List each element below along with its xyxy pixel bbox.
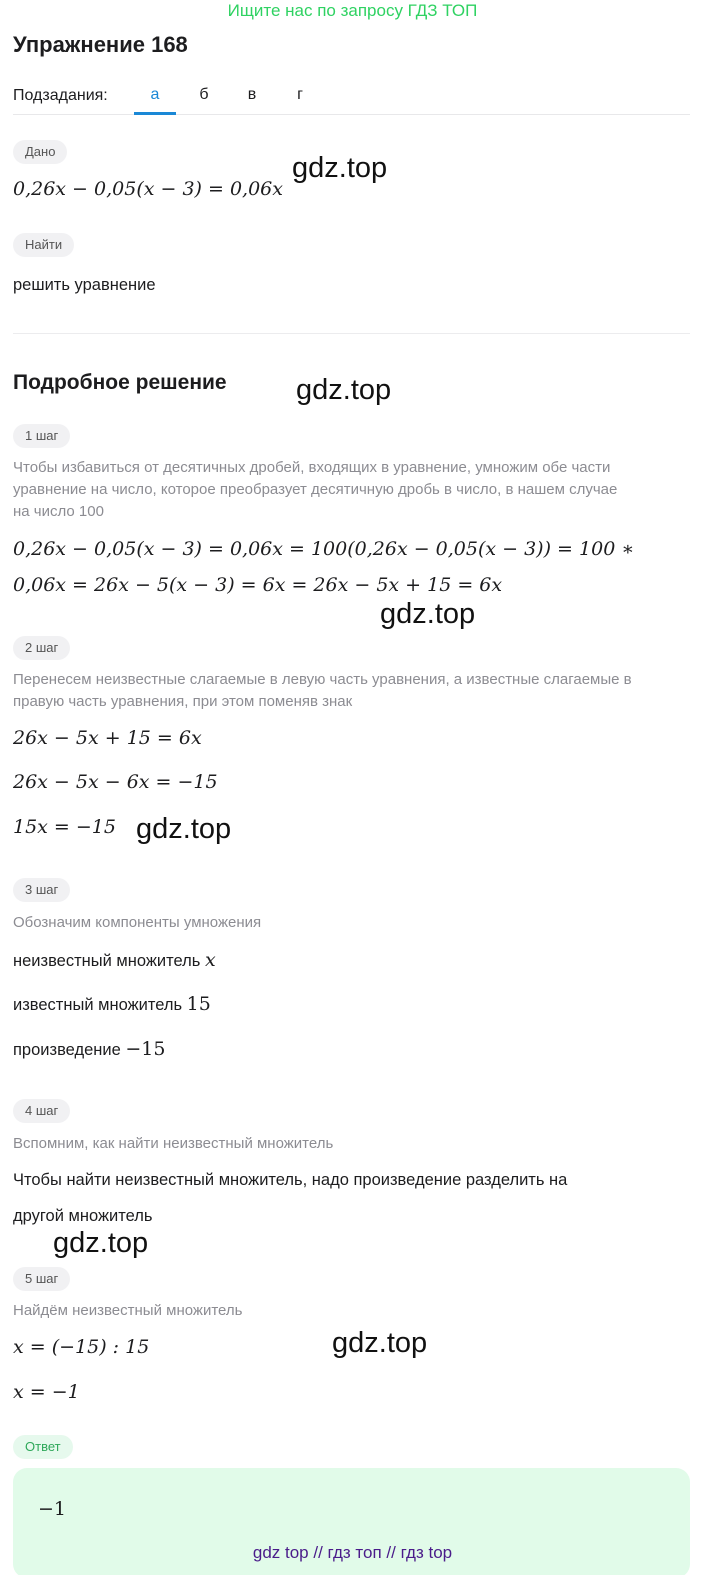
- subtasks-label: Подзадания:: [13, 87, 108, 104]
- step-5-math-line-2: x = −1: [13, 1381, 80, 1403]
- step-3-line-2: [13, 993, 211, 1015]
- section-divider: [13, 333, 690, 334]
- step-2-math-line-2: 26x − 5x − 6x = −15: [13, 771, 218, 793]
- watermark: gdz.top: [332, 1327, 428, 1359]
- tab-b[interactable]: б: [199, 86, 209, 103]
- step-3-line-1-math: x: [204, 949, 216, 971]
- tab-g[interactable]: г: [297, 86, 303, 103]
- step-3-line-2-math: 15: [186, 993, 211, 1015]
- footer-link[interactable]: gdz top: [252, 1543, 309, 1562]
- find-badge: Найти: [13, 233, 74, 257]
- footer-link[interactable]: гдз top: [400, 1543, 453, 1562]
- step-2-description: [13, 669, 693, 713]
- step-2-math-line-3: 15x = −15: [13, 816, 116, 838]
- step-3-line-3-math: −15: [125, 1038, 166, 1060]
- footer-separator: //: [386, 1543, 396, 1562]
- step-5-math-line-1: x = (−15) : 15: [13, 1336, 150, 1358]
- given-badge: Дано: [13, 140, 67, 164]
- step-3-badge: 3 шаг: [13, 878, 70, 902]
- step-2-badge: 2 шаг: [13, 636, 70, 660]
- step-5-description: Найдём неизвестный множитель: [13, 1302, 243, 1319]
- step-2-desc-line: правую часть уравнения, при этом поменяв знак: [13, 693, 353, 710]
- answer-badge: Ответ: [13, 1435, 73, 1459]
- tab-a[interactable]: а: [150, 86, 160, 103]
- step-5-badge: 5 шаг: [13, 1267, 70, 1291]
- watermark: gdz.top: [136, 813, 232, 845]
- footer-links: [0, 1543, 705, 1563]
- page-title: Упражнение 168: [13, 32, 188, 57]
- footer-separator: //: [313, 1543, 323, 1562]
- step-4-rule-line-1: Чтобы найти неизвестный множитель, надо произведение разделить на: [13, 1171, 568, 1189]
- step-2-math-line-1: 26x − 5x + 15 = 6x: [13, 727, 202, 749]
- given-equation: 0,26x − 0,05(x − 3) = 0,06x: [13, 178, 283, 200]
- solution-heading: Подробное решение: [13, 371, 227, 394]
- step-1-math-line-2: 0,06x = 26x − 5(x − 3) = 6x = 26x − 5x + 15 = 6x: [13, 574, 503, 596]
- step-1-desc-line: на число 100: [13, 503, 104, 520]
- watermark: gdz.top: [380, 598, 476, 630]
- find-text: решить уравнение: [13, 276, 156, 294]
- step-2-desc-line: Перенесем неизвестные слагаемые в левую часть уравнения, а известные слагаемые в: [13, 671, 632, 688]
- step-3-description: Обозначим компоненты умножения: [13, 914, 262, 931]
- tabs-divider: [13, 114, 690, 115]
- step-3-line-2-text: известный множитель: [13, 996, 183, 1014]
- watermark: gdz.top: [292, 152, 388, 184]
- step-3-line-3: [13, 1038, 165, 1060]
- footer-link[interactable]: гдз топ: [327, 1543, 382, 1562]
- step-1-math-line-1: 0,26x − 0,05(x − 3) = 0,06x = 100(0,26x − 0,05(x − 3)) = 100 ∗: [13, 538, 635, 560]
- watermark: gdz.top: [296, 374, 392, 406]
- step-1-badge: 1 шаг: [13, 424, 70, 448]
- answer-value: −1: [38, 1498, 67, 1520]
- top-banner: Ищите нас по запросу ГДЗ ТОП: [227, 1, 478, 20]
- watermark: gdz.top: [53, 1227, 149, 1259]
- step-4-badge: 4 шаг: [13, 1099, 70, 1123]
- step-1-desc-line: уравнение на число, которое преобразует десятичную дробь в число, в нашем случае: [13, 481, 618, 498]
- step-1-description: [13, 457, 693, 523]
- step-4-rule-line-2: другой множитель: [13, 1207, 153, 1225]
- active-tab-indicator: [134, 112, 176, 115]
- step-3-line-3-text: произведение: [13, 1041, 121, 1059]
- step-3-line-1: [13, 949, 216, 971]
- tab-v[interactable]: в: [247, 86, 257, 103]
- step-3-line-1-text: неизвестный множитель: [13, 952, 201, 970]
- step-1-desc-line: Чтобы избавиться от десятичных дробей, входящих в уравнение, умножим обе части: [13, 459, 611, 476]
- step-4-description: Вспомним, как найти неизвестный множитель: [13, 1135, 334, 1152]
